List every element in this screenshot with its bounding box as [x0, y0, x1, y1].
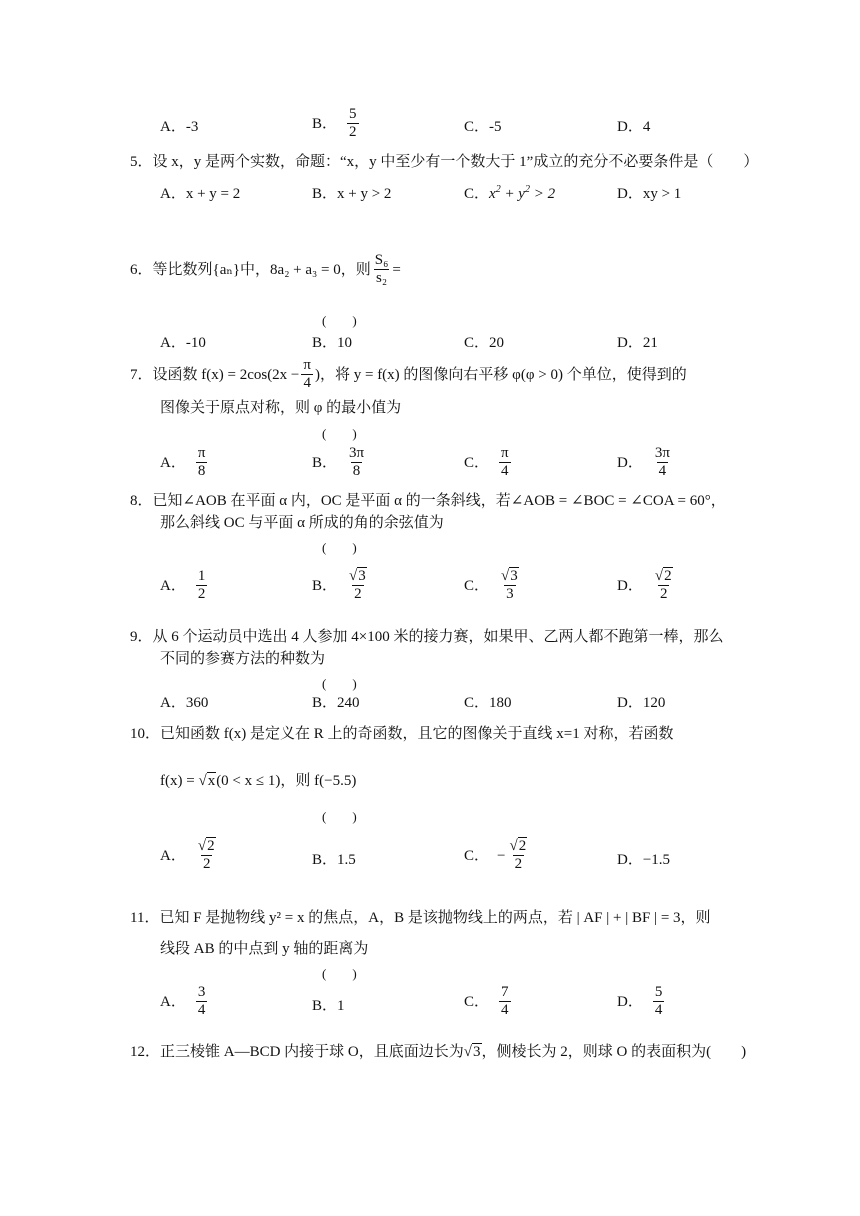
q5-option-a: A．x + y = 2: [160, 186, 241, 202]
q6-option-d: D．21: [617, 335, 658, 351]
q7-option-c: C． $\frac{\pi}{4}$: [464, 445, 509, 479]
q8-option-a: A． $\frac{1}{2}$: [160, 568, 206, 602]
q8-option-c: C． $\frac{√3}{3}$: [464, 568, 518, 602]
fraction: $\frac{\text{S₆}}{\text{s₂}}$: [374, 252, 389, 286]
q10-option-d: D．−1.5: [617, 852, 671, 868]
q10-option-a: A． $\frac{√2}{2}$: [160, 838, 215, 872]
q10-stem: 10．已知函数 f(x) 是定义在 R 上的奇函数，且它的图像关于直线 x=1 对称，若函数: [130, 726, 674, 742]
q4-option-b: B． $\frac{5}{2}$: [312, 106, 357, 140]
q8-answer-paren: ( ): [322, 540, 357, 555]
q8-option-d: D． $\frac{√2}{2}$: [617, 568, 672, 602]
q9-option-a: A．360: [160, 695, 209, 711]
q4-option-a: A．-3: [160, 119, 199, 135]
q7-stem-line2: 图像关于原点对称，则 φ 的最小值为: [160, 400, 402, 416]
q7-option-b: B． $\frac{3\pi}{8}$: [312, 445, 365, 479]
q9-option-d: D．120: [617, 695, 666, 711]
q11-stem-line2: 线段 AB 的中点到 y 轴的距离为: [160, 941, 369, 957]
q9-stem-line2: 不同的参赛方法的种数为: [160, 651, 326, 667]
q10-stem-line2: f(x) = √x(0 < x ≤ 1)，则 f(−5.5): [160, 773, 357, 789]
q6-option-c: C．20: [464, 335, 505, 351]
q8-option-b: B． $\frac{√3}{2}$: [312, 568, 366, 602]
q9-answer-paren: ( ): [322, 676, 357, 691]
q11-option-a: A． $\frac{3}{4}$: [160, 984, 206, 1018]
q6-option-b: B．10: [312, 335, 353, 351]
q9-stem: 9．从 6 个运动员中选出 4 人参加 4×100 米的接力赛，如果甲、乙两人都不跑第一棒，那么: [130, 629, 724, 645]
q11-option-c: C． $\frac{7}{4}$: [464, 984, 509, 1018]
q10-answer-paren: ( ): [322, 809, 357, 824]
q5-option-b: B．x + y > 2: [312, 186, 392, 202]
q8-stem: 8．已知∠AOB 在平面 α 内，OC 是平面 α 的一条斜线，若∠AOB = ∠BOC = ∠COA = 60°，: [130, 493, 726, 509]
q5-option-c: C．$x^2 + y^2 > 2$: [464, 184, 556, 202]
q12-stem: 12．正三棱锥 A—BCD 内接于球 O，且底面边长为√3，侧棱长为 2，则球 O 的表面积为( ): [130, 1044, 747, 1060]
q7-option-a: A． $\frac{\pi}{8}$: [160, 445, 206, 479]
fraction: $\frac{5}{2}$: [349, 106, 357, 140]
q11-stem: 11．已知 F 是抛物线 y² = x 的焦点，A，B 是该抛物线上的两点，若 | AF | + | BF | = 3，则: [130, 910, 711, 926]
q7-stem: 7．设函数 f(x) = 2cos(2x − $\frac{\pi}{4}$ )，将 y = f(x) 的图像向右平移 φ(φ > 0) 个单位，使得到的: [130, 357, 687, 391]
q5-option-d: D．xy > 1: [617, 186, 682, 202]
q4-option-d: D．4: [617, 119, 651, 135]
q11-option-b: B．1: [312, 998, 345, 1014]
q5-stem: 5．设 x，y 是两个实数，命题：“x，y 中至少有一个数大于 1”成立的充分不必要条件是（ ）: [130, 154, 759, 170]
q9-option-c: C．180: [464, 695, 512, 711]
q7-answer-paren: ( ): [322, 426, 357, 441]
q6-stem: 6．等比数列{aₙ}中，8a₂ + a₃ = 0，则 $\frac{\text{S₆}}{\text{s₂}}$ =: [130, 252, 401, 286]
q7-option-d: D． $\frac{3\pi}{4}$: [617, 445, 670, 479]
fraction: $\frac{\pi}{4}$: [303, 357, 311, 391]
q6-answer-paren: ( ): [322, 313, 357, 328]
q11-option-d: D． $\frac{5}{4}$: [617, 984, 663, 1018]
q8-stem-line2: 那么斜线 OC 与平面 α 所成的角的余弦值为: [160, 515, 444, 531]
q9-option-b: B．240: [312, 695, 360, 711]
q10-option-b: B．1.5: [312, 852, 356, 868]
q6-option-a: A．-10: [160, 335, 206, 351]
q4-option-c: C．-5: [464, 119, 502, 135]
q11-answer-paren: ( ): [322, 966, 357, 981]
q10-option-c: C． − $\frac{√2}{2}$: [464, 838, 527, 872]
